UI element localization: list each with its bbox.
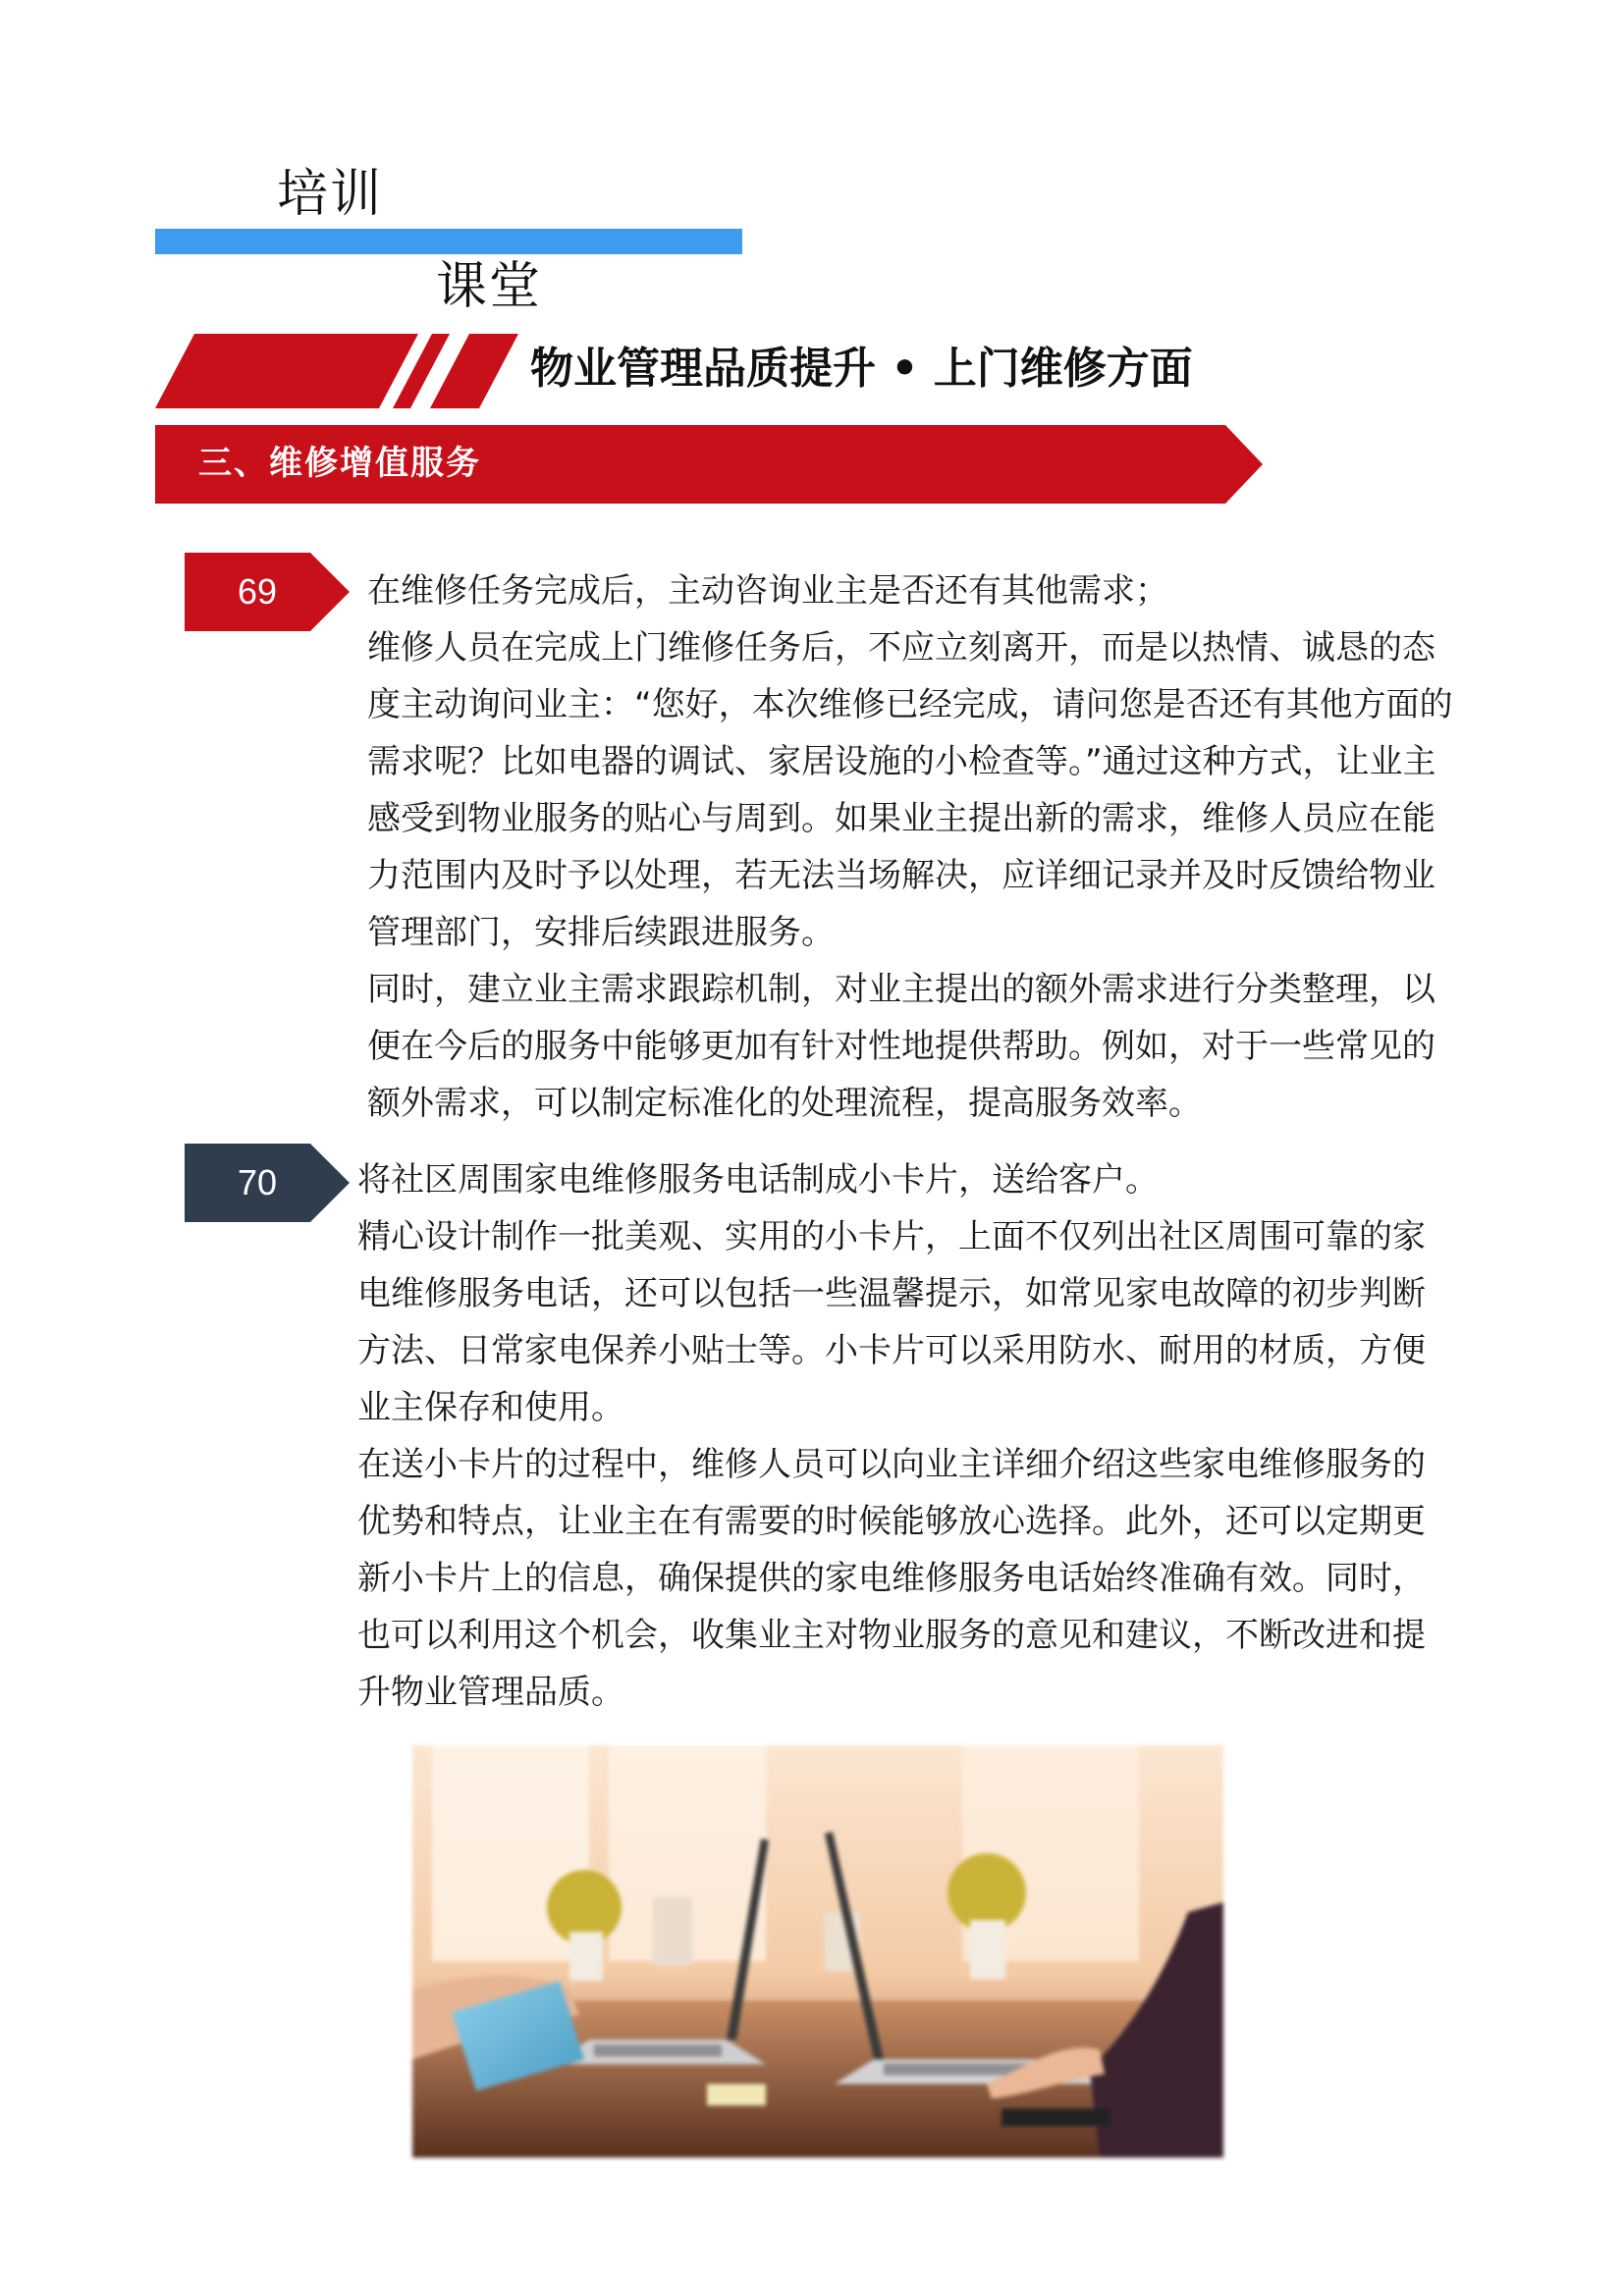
banner-slash-graphic <box>155 334 528 408</box>
section-title: 三、维修增值服务 <box>198 444 481 483</box>
item-69-lead: 在维修任务完成后，主动咨询业主是否还有其他需求； <box>367 571 1168 611</box>
item-number: 69 <box>237 571 278 612</box>
item-69-paragraph: 同时，建立业主需求跟踪机制，对业主提出的额外需求进行分类整理，以便在今后的服务中能够更加有针对性地提供帮助。例如，对于一些常见的额外需求，可以制定标准化的处理流程，提高服务效率。 <box>367 970 1435 1123</box>
office-laptops-photo <box>412 1745 1223 2158</box>
item-70-lead: 将社区周围家电维修服务电话制成小卡片，送给客户。 <box>357 1160 1159 1200</box>
item-number: 70 <box>237 1162 278 1202</box>
item-69-paragraph: 维修人员在完成上门维修任务后，不应立刻离开，而是以热情、诚恳的态度主动询问业主：“您好，本次维修已经完成，请问您是否还有其他方面的需求呢？比如电器的调试、家居设施的小检查等。”通过这种方式，让业主感受到物业服务的贴心与周到。如果业主提出新的需求，维修人员应在能力范围内及时予以处理，若无法当场解决，应详细记录并及时反馈给物业管理部门，安排后续跟进服务。 <box>367 628 1453 952</box>
banner-title: 物业管理品质提升 • 上门维修方面 <box>530 344 1193 394</box>
item-70-paragraph: 精心设计制作一批美观、实用的小卡片，上面不仅列出社区周围可靠的家电维修服务电话，还可以包括一些温馨提示，如常见家电故障的初步判断方法、日常家电保养小贴士等。小卡片可以采用防水、耐用的材质，方便业主保存和使用。 <box>357 1217 1426 1427</box>
item-number-tag <box>185 553 352 631</box>
item-70-paragraph: 在送小卡片的过程中，维修人员可以向业主详细介绍这些家电维修服务的优势和特点，让业主在有需要的时候能够放心选择。此外，还可以定期更新小卡片上的信息，确保提供的家电维修服务电话始终准确有效。同时，也可以利用这个机会，收集业主对物业服务的意见和建议，不断改进和提升物业管理品质。 <box>357 1445 1426 1712</box>
header-word-classroom: 课堂 <box>436 257 543 316</box>
item-70-text <box>357 1151 1453 1721</box>
header-accent-bar <box>155 229 742 254</box>
item-number-tag <box>185 1144 352 1222</box>
item-69-text <box>367 562 1463 1132</box>
header-word-training: 培训 <box>277 165 384 224</box>
